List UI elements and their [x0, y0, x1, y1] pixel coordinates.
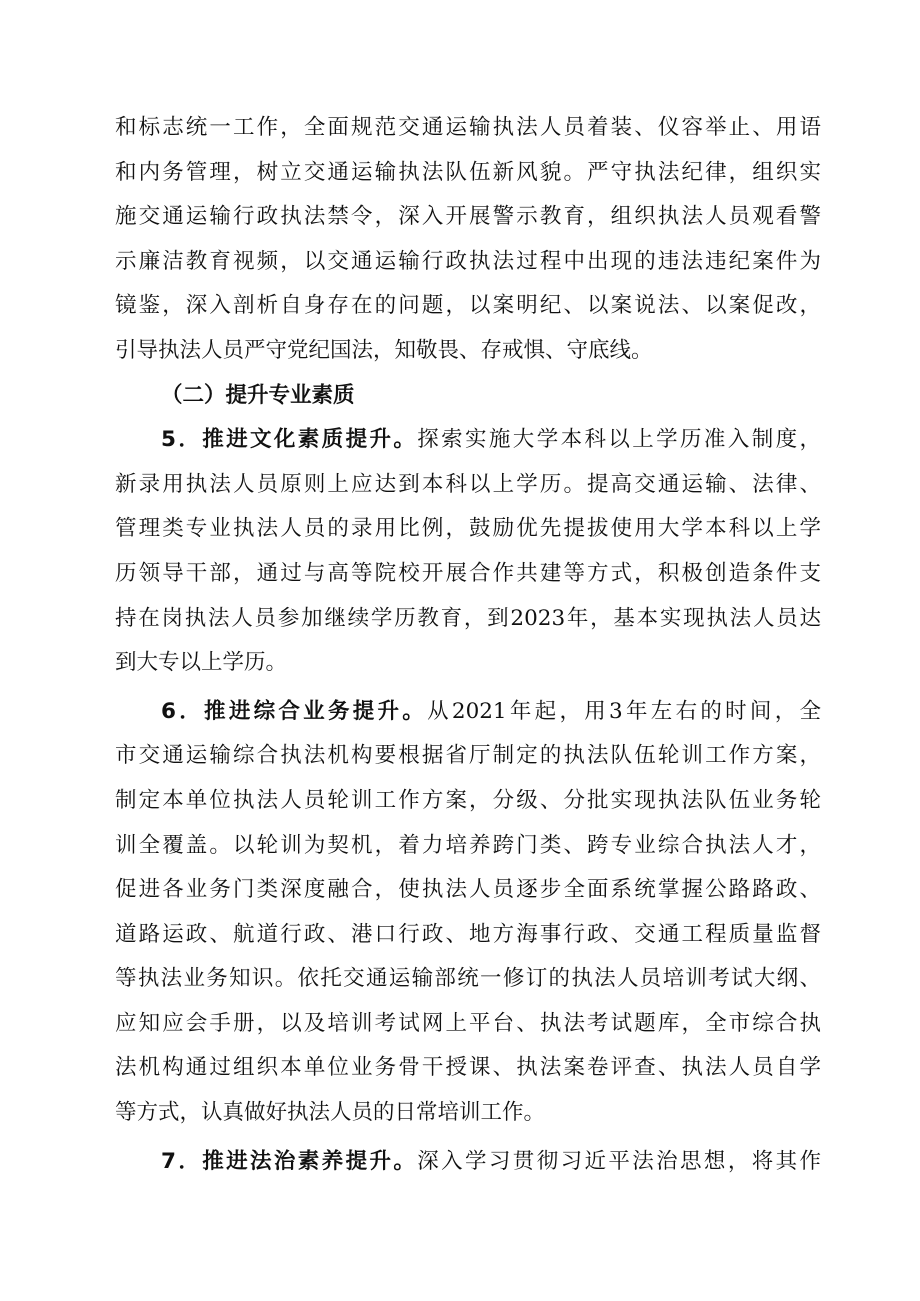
text-line: 镜鉴，深入剖析自身存在的问题，以案明纪、以案说法、以案促改，: [115, 293, 821, 319]
text-line: 和标志统一工作，全面规范交通运输执法人员着装、仪容举止、用语: [115, 115, 821, 140]
text-line: 和内务管理，树立交通运输执法队伍新风貌。严守执法纪律，组织实: [115, 159, 821, 185]
item-first-line: [115, 1140, 821, 1185]
item-first-line: [115, 690, 821, 735]
text-line: 管理类专业执法人员的录用比例，鼓励优先提拔使用大学本科以上学: [115, 516, 821, 542]
item-lead: 7．推进法治素养提升。: [161, 1148, 418, 1174]
item-text: 深入学习贯彻习近平法治思想，将其作: [417, 1148, 821, 1174]
paragraph-discipline: [115, 106, 821, 374]
item-text: 从2021年起，用3年左右的时间，全: [427, 698, 821, 724]
text-line: 持在岗执法人员参加继续学历教育，到2023年，基本实现执法人员达: [115, 605, 821, 631]
text-line: 市交通运输综合执法机构要根据省厅制定的执法队伍轮训工作方案，: [115, 743, 821, 769]
paragraph-item-7: [115, 1140, 821, 1185]
item-first-line: [115, 418, 821, 463]
item-text: 探索实施大学本科以上学历准入制度，: [417, 427, 821, 453]
text-line: 等方式，认真做好执法人员的日常培训工作。: [115, 1100, 546, 1126]
text-line: 道路运政、航道行政、港口行政、地方海事行政、交通工程质量监督: [115, 921, 821, 947]
item-lead: 6．推进综合业务提升。: [161, 698, 428, 724]
text-line: 应知应会手册，以及培训考试网上平台、执法考试题库，全市综合执: [115, 1010, 821, 1036]
text-line: 施交通运输行政执法禁令，深入开展警示教育，组织执法人员观看警: [115, 204, 821, 230]
section-heading: （二）提升专业素质: [161, 382, 355, 408]
text-line: 新录用执法人员原则上应达到本科以上学历。提高交通运输、法律、: [115, 471, 821, 497]
text-line: 到大专以上学历。: [115, 650, 288, 676]
text-line: 历领导干部，通过与高等院校开展合作共建等方式，积极创造条件支: [115, 560, 821, 586]
item-lead: 5．推进文化素质提升。: [161, 427, 418, 453]
text-line: 示廉洁教育视频，以交通运输行政执法过程中出现的违法违纪案件为: [115, 248, 821, 274]
paragraph-item-6: [115, 690, 821, 1136]
paragraph-item-5: [115, 418, 821, 686]
text-line: 法机构通过组织本单位业务骨干授课、执法案卷评查、执法人员自学: [115, 1055, 821, 1081]
text-line: 制定本单位执法人员轮训工作方案，分级、分批实现执法队伍业务轮: [115, 787, 821, 813]
text-line: 等执法业务知识。依托交通运输部统一修订的执法人员培训考试大纲、: [115, 966, 821, 992]
text-line: 促进各业务门类深度融合，使执法人员逐步全面系统掌握公路路政、: [115, 877, 821, 903]
document-body: [115, 106, 821, 1184]
text-line: 引导执法人员严守党纪国法，知敬畏、存戒惧、守底线。: [115, 337, 653, 363]
text-line: 训全覆盖。以轮训为契机，着力培养跨门类、跨专业综合执法人才，: [115, 832, 821, 858]
